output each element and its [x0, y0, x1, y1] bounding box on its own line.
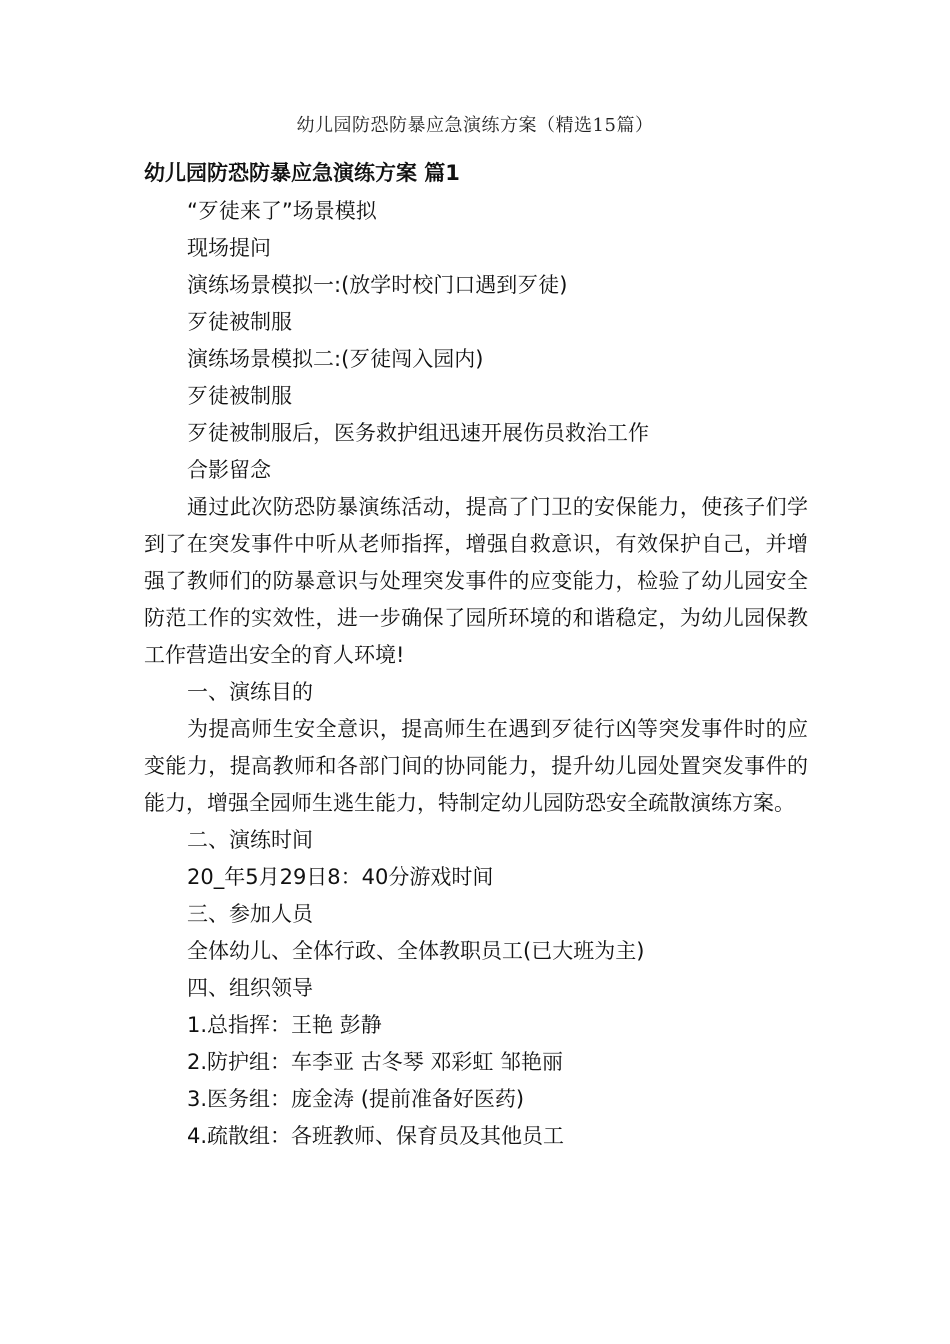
text-line-protection-group: 2.防护组：车李亚 古冬琴 邓彩虹 邹艳丽 — [187, 1050, 564, 1074]
heading-drill-purpose: 一、演练目的 — [187, 680, 313, 704]
text-line-scene-title: “歹徒来了”场景模拟 — [187, 199, 377, 223]
heading-drill-time: 二、演练时间 — [187, 828, 313, 852]
text-line-group-photo: 合影留念 — [187, 458, 271, 482]
text-line-participants: 全体幼儿、全体行政、全体教职员工(已大班为主) — [187, 939, 645, 963]
text-line-medical-rescue: 歹徒被制服后，医务救护组迅速开展伤员救治工作 — [187, 421, 649, 445]
paragraph-drill-purpose: 为提高师生安全意识，提高师生在遇到歹徒行凶等突发事件时的应变能力，提高教师和各部门间的协同能力，提升幼儿园处置突发事件的能力，增强全园师生逃生能力，特制定幼儿园防恐安全疏散演练方案。 — [144, 717, 808, 815]
text-line-scene-two: 演练场景模拟二:(歹徒闯入园内) — [187, 347, 484, 371]
text-line-scene-one: 演练场景模拟一:(放学时校门口遇到歹徒) — [187, 273, 568, 297]
paragraph-summary: 通过此次防恐防暴演练活动，提高了门卫的安保能力，使孩子们学到了在突发事件中听从老师指挥，增强自救意识，有效保护自己，并增强了教师们的防暴意识与处理突发事件的应变能力，检验了幼儿园安全防范工作的实效性，进一步确保了园所环境的和谐稳定，为幼儿园保教工作营造出安全的育人环境! — [144, 495, 808, 667]
text-line-drill-time: 20_年5月29日8：40分游戏时间 — [187, 865, 494, 889]
heading-organization: 四、组织领导 — [187, 976, 313, 1000]
text-line-medical-group: 3.医务组：庞金涛 (提前准备好医药) — [187, 1087, 525, 1111]
document-body — [144, 193, 808, 1155]
text-line-subdued-2: 歹徒被制服 — [187, 384, 292, 408]
text-line-evacuation-group: 4.疏散组：各班教师、保育员及其他员工 — [187, 1124, 565, 1148]
document-title: 幼儿园防恐防暴应急演练方案（精选15篇） — [296, 115, 654, 136]
section-heading: 幼儿园防恐防暴应急演练方案 篇1 — [144, 161, 460, 185]
text-line-onsite-questions: 现场提问 — [187, 236, 271, 260]
text-line-subdued-1: 歹徒被制服 — [187, 310, 292, 334]
text-line-commander: 1.总指挥：王艳 彭静 — [187, 1013, 382, 1037]
heading-participants: 三、参加人员 — [187, 902, 313, 926]
